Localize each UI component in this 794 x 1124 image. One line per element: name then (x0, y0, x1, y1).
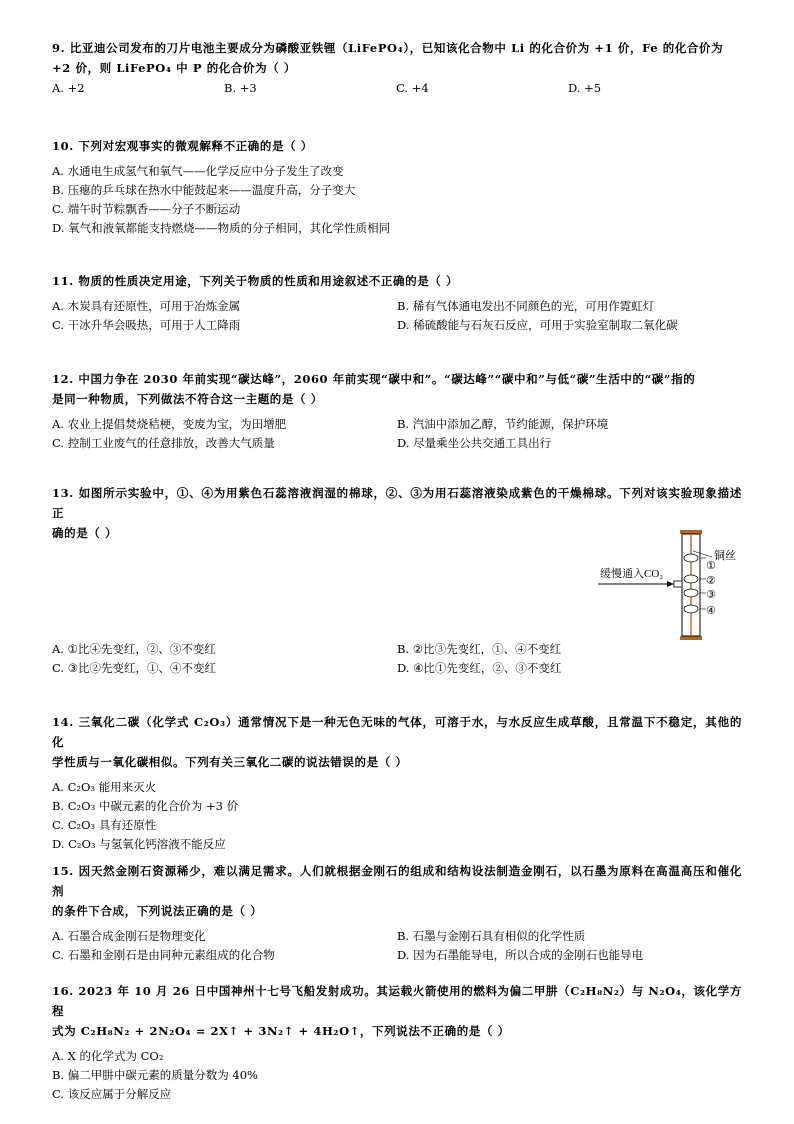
side-inlet (674, 581, 682, 587)
question-12-stem-line2: 是同一种物质，下列做法不符合这一主题的是（ ） (52, 392, 323, 406)
q12-option-d: D. 尽量乘坐公共交通工具出行 (397, 436, 552, 450)
q14-option-b: B. C₂O₃ 中碳元素的化合价为 +3 价 (52, 799, 239, 813)
q9-option-b: B. +3 (224, 81, 257, 95)
question-10 (52, 136, 742, 238)
q11-option-c: C. 干冰升华会吸热，可用于人工降雨 (52, 318, 241, 332)
q10-option-b: B. 压瘪的乒乓球在热水中能鼓起来——温度升高，分子变大 (52, 183, 356, 197)
question-14 (52, 712, 742, 854)
q13-option-a: A. ①比④先变红，②、③不变红 (52, 642, 216, 656)
question-12-stem-line1: 12. 中国力争在 2030 年前实现“碳达峰”，2060 年前实现“碳中和”。“碳达峰”“碳中和”与低“碳”生活中的“碳”指的 (52, 372, 696, 386)
question-15 (52, 861, 742, 965)
q13-option-c: C. ③比②先变红，①、④不变红 (52, 661, 217, 675)
q16-option-b: B. 偏二甲肼中碳元素的质量分数为 40% (52, 1068, 258, 1082)
question-9-stem-line2: +2 价，则 LiFePO₄ 中 P 的化合价为（ ） (52, 61, 297, 75)
q10-option-a: A. 水通电生成氢气和氧气——化学反应中分子发生了改变 (52, 164, 344, 178)
question-9 (52, 38, 742, 98)
question-10-stem: 10. 下列对宏观事实的微观解释不正确的是（ ） (52, 139, 313, 153)
q12-option-b: B. 汽油中添加乙醇，节约能源，保护环境 (397, 417, 609, 431)
q15-option-b: B. 石墨与金刚石具有相似的化学性质 (397, 929, 586, 943)
question-13-stem-line2: 确的是（ ） (52, 526, 118, 540)
question-9-stem-line1: 9. 比亚迪公司发布的刀片电池主要成分为磷酸亚铁锂（LiFePO₄），已知该化合物中 Li 的化合价为 +1 价，Fe 的化合价为 (52, 41, 724, 55)
q16-option-c: C. 该反应属于分解反应 (52, 1087, 172, 1101)
question-15-stem-line1: 15. 因天然金刚石资源稀少，难以满足需求。人们就根据金刚石的组成和结构设法制造金刚石，以石墨为原料在高温高压和催化剂 (52, 864, 742, 898)
copper-wire-label: 铜丝 (714, 550, 736, 562)
question-14-stem-line1: 14. 三氧化二碳（化学式 C₂O₃）通常情况下是一种无色无味的气体，可溶于水，与水反应生成草酸，且常温下不稳定，其他的化 (52, 715, 742, 749)
q11-option-d: D. 稀硫酸能与石灰石反应，可用于实验室制取二氧化碳 (397, 318, 678, 332)
q14-option-c: C. C₂O₃ 具有还原性 (52, 818, 157, 832)
question-16-stem-line1: 16. 2023 年 10 月 26 日中国神州十七号飞船发射成功。其运载火箭使用的燃料为偏二甲肼（C₂H₈N₂）与 N₂O₄，该化学方程 (52, 984, 742, 1018)
question-11-stem: 11. 物质的性质决定用途，下列关于物质的性质和用途叙述不正确的是（ ） (52, 274, 459, 288)
q9-option-a: A. +2 (52, 81, 85, 95)
label-4: ④ (706, 604, 716, 617)
question-12 (52, 369, 742, 453)
q9-option-d: D. +5 (568, 81, 602, 95)
cotton-ball-2 (684, 575, 698, 583)
arrow-head (667, 581, 674, 587)
q11-option-a: A. 木炭具有还原性，可用于冶炼金属 (52, 299, 241, 313)
q12-option-c: C. 控制工业废气的任意排放，改善大气质量 (52, 436, 275, 450)
label-1: ① (706, 559, 716, 572)
co2-experiment-figure (596, 527, 746, 643)
q13-option-b: B. ②比③先变红，①、④不变红 (397, 642, 562, 656)
q10-option-d: D. 氧气和液氧都能支持燃烧——物质的分子相同，其化学性质相同 (52, 221, 391, 235)
cotton-ball-4 (684, 605, 698, 613)
cotton-ball-1 (684, 554, 698, 562)
q14-option-d: D. C₂O₃ 与氢氧化钙溶液不能反应 (52, 837, 226, 851)
apparatus-diagram (596, 527, 746, 643)
q13-option-d: D. ④比①先变红，②、③不变红 (397, 661, 562, 675)
q15-option-d: D. 因为石墨能导电，所以合成的金刚石也能导电 (397, 948, 644, 962)
q9-option-c: C. +4 (396, 81, 429, 95)
question-16-stem-line2: 式为 C₂H₈N₂ + 2N₂O₄ = 2X↑ + 3N₂↑ + 4H₂O↑，下列说法不正确的是（ ） (52, 1024, 510, 1038)
tube-top-cap (680, 530, 702, 534)
question-14-stem-line2: 学性质与一氧化碳相似。下列有关三氧化二碳的说法错误的是（ ） (52, 755, 408, 769)
question-15-stem-line2: 的条件下合成，下列说法正确的是（ ） (52, 904, 263, 918)
question-13-options (52, 640, 742, 678)
label-2: ② (706, 574, 716, 587)
q14-option-a: A. C₂O₃ 能用来灭火 (52, 780, 157, 794)
q16-option-a: A. X 的化学式为 CO₂ (52, 1049, 164, 1063)
q15-option-a: A. 石墨合成金刚石是物理变化 (52, 929, 206, 943)
question-16 (52, 981, 742, 1104)
q15-option-c: C. 石墨和金刚石是由同种元素组成的化合物 (52, 948, 275, 962)
q11-option-b: B. 稀有气体通电发出不同颜色的光，可用作霓虹灯 (397, 299, 655, 313)
q10-option-c: C. 端午时节粽飘香——分子不断运动 (52, 202, 241, 216)
question-11 (52, 271, 742, 335)
gas-inlet-label: 缓慢通入CO₂ (600, 568, 664, 580)
cotton-ball-3 (684, 589, 698, 597)
q12-option-a: A. 农业上提倡焚烧秸梗，变废为宝，为田增肥 (52, 417, 287, 431)
label-3: ③ (706, 588, 716, 601)
question-13-stem-line1: 13. 如图所示实验中，①、④为用紫色石蕊溶液润湿的棉球，②、③为用石蕊溶液染成紫色的干燥棉球。下列对该实验现象描述正 (52, 486, 742, 520)
